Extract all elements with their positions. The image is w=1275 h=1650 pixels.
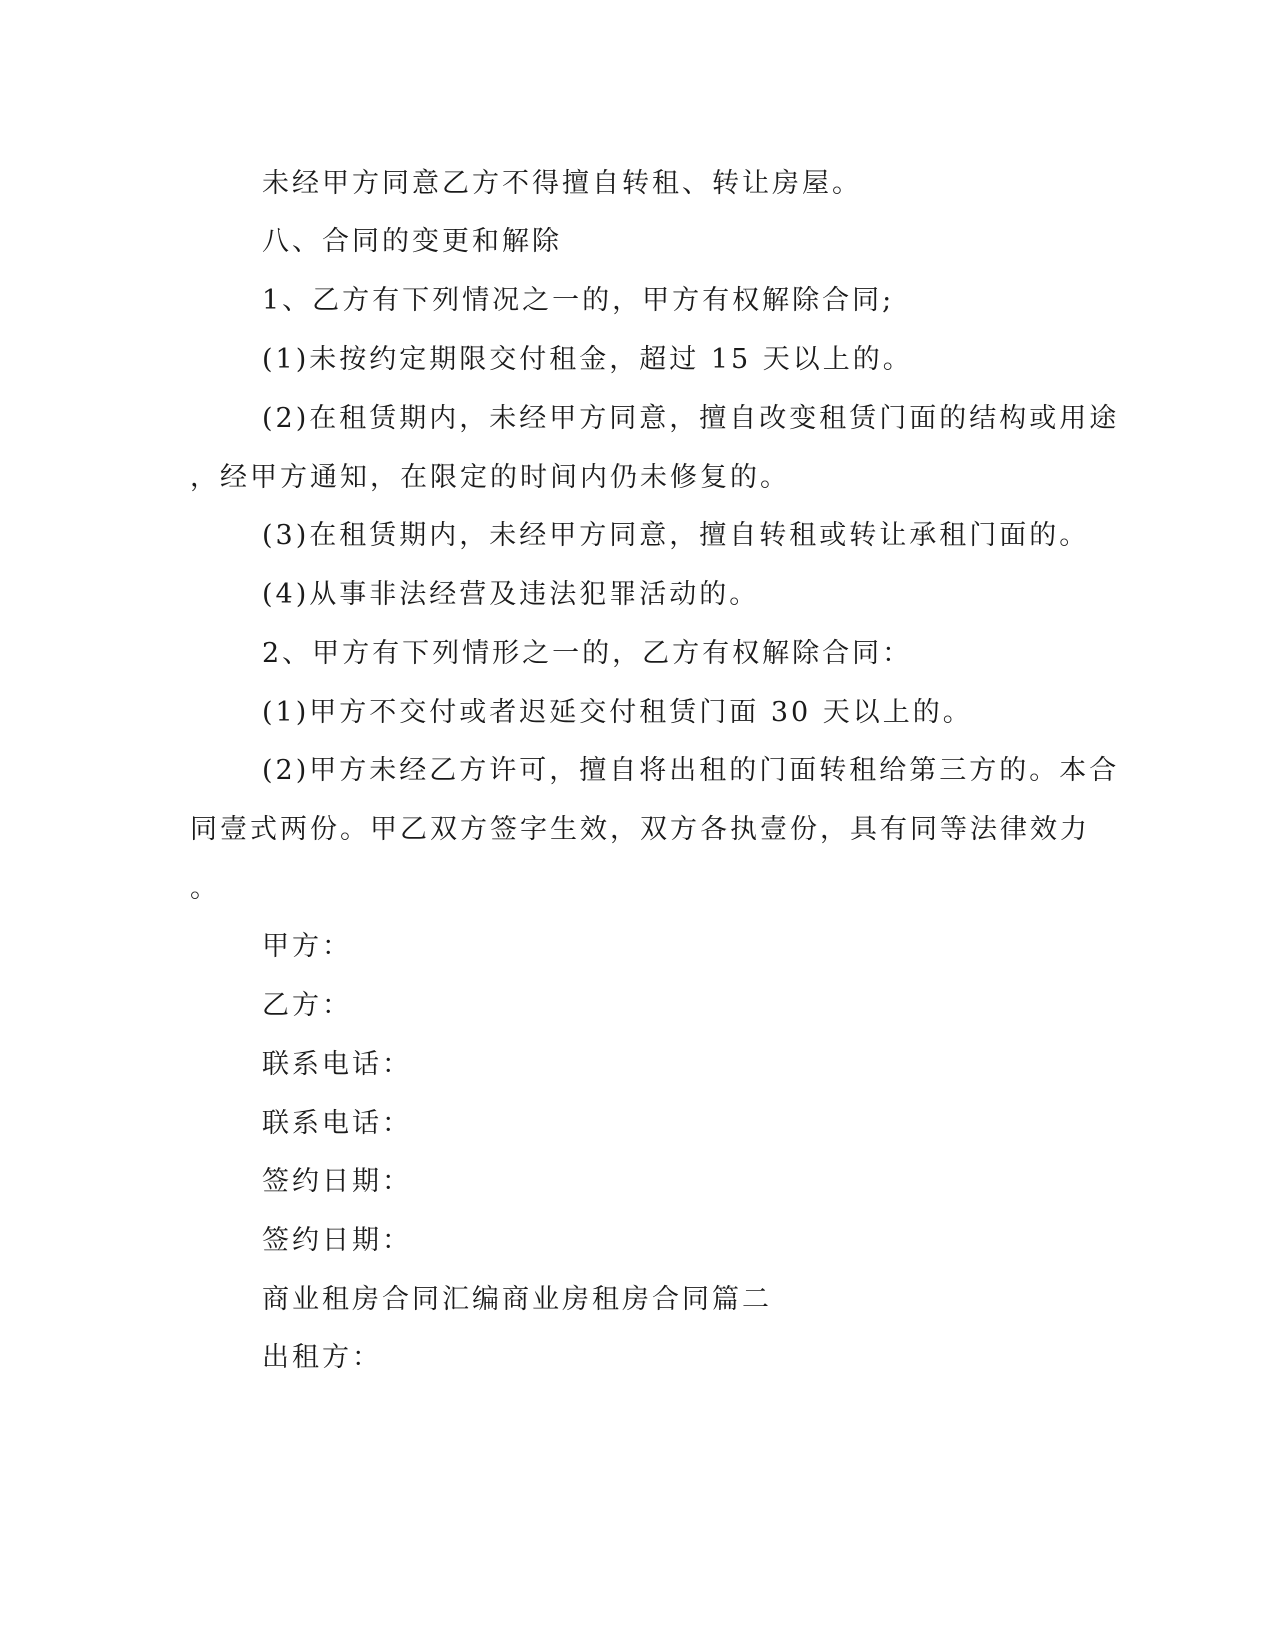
party-b-label: 乙方： <box>262 990 352 1021</box>
clause-2-heading: 2、甲方有下列情形之一的，乙方有权解除合同： <box>262 638 913 669</box>
clause-1-item-4: (4)从事非法经营及违法犯罪活动的。 <box>262 579 760 610</box>
clause-1-item-2: (2)在租赁期内，未经甲方同意，擅自改变租赁门面的结构或用途 <box>262 403 1120 434</box>
section-title-part-two: 商业租房合同汇编商业房租房合同篇二 <box>262 1284 772 1315</box>
clause-1-item-3: (3)在租赁期内，未经甲方同意，擅自转租或转让承租门面的。 <box>262 520 1090 551</box>
party-a-label: 甲方： <box>262 931 352 962</box>
lessor-label: 出租方： <box>262 1342 382 1373</box>
party-a-sign-date-label: 签约日期： <box>262 1166 412 1197</box>
clause-2-item-2-end: 。 <box>190 873 220 904</box>
clause-1-heading: 1、乙方有下列情况之一的，甲方有权解除合同; <box>262 285 895 316</box>
clause-2-item-2-continued: 同壹式两份。甲乙双方签字生效，双方各执壹份，具有同等法律效力 <box>190 814 1090 845</box>
party-a-phone-label: 联系电话： <box>262 1049 412 1080</box>
clause-1-item-1: (1)未按约定期限交付租金，超过 15 天以上的。 <box>262 344 913 375</box>
party-b-phone-label: 联系电话： <box>262 1108 412 1139</box>
paragraph-no-sublet: 未经甲方同意乙方不得擅自转租、转让房屋。 <box>262 168 862 199</box>
section-heading-contract-change: 八、合同的变更和解除 <box>262 226 562 257</box>
clause-2-item-1: (1)甲方不交付或者迟延交付租赁门面 30 天以上的。 <box>262 697 973 728</box>
party-b-sign-date-label: 签约日期： <box>262 1225 412 1256</box>
clause-1-item-2-continued: ，经甲方通知，在限定的时间内仍未修复的。 <box>190 462 790 493</box>
clause-2-item-2: (2)甲方未经乙方许可，擅自将出租的门面转租给第三方的。本合 <box>262 755 1120 786</box>
